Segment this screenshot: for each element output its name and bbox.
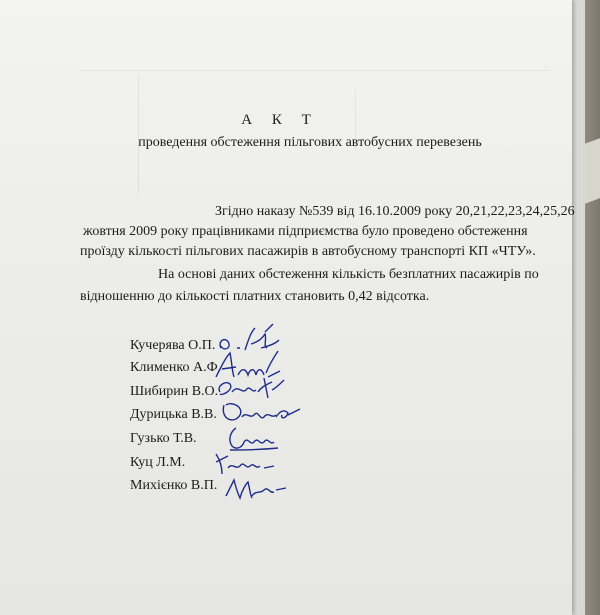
body-line: Згідно наказу №539 від 16.10.2009 року 20,21,22,23,24,25,26 [215,204,575,219]
body-line: жовтня 2009 року працівниками підприємства було проведено обстеження [83,224,528,239]
signatory-name: Кучерява О.П. [130,338,216,353]
signatory-name: Гузько Т.В. [130,431,197,446]
signatory-name: Дурицька В.В. [130,407,217,422]
body-line: відношенню до кількості платних становить 0,42 відсотка. [80,289,430,304]
signatory-name: Михієнко В.П. [130,478,218,493]
signatory-name: Клименко А.Ф. [130,360,222,375]
signature-mykhiienko [220,472,290,504]
body-line: проїзду кількості пільгових пасажирів в автобусному транспорті КП «ЧТУ». [80,244,536,259]
document-body [80,202,575,307]
signatory-name: Шибирин В.О. [130,384,219,399]
body-line: На основі даних обстеження кількість безплатних пасажирів по [158,267,539,282]
document-title: А К Т [241,112,319,128]
document-subtitle: проведення обстеження пільгових автобусних перевезень [138,135,482,150]
signatory-name: Куц Л.М. [130,455,186,470]
